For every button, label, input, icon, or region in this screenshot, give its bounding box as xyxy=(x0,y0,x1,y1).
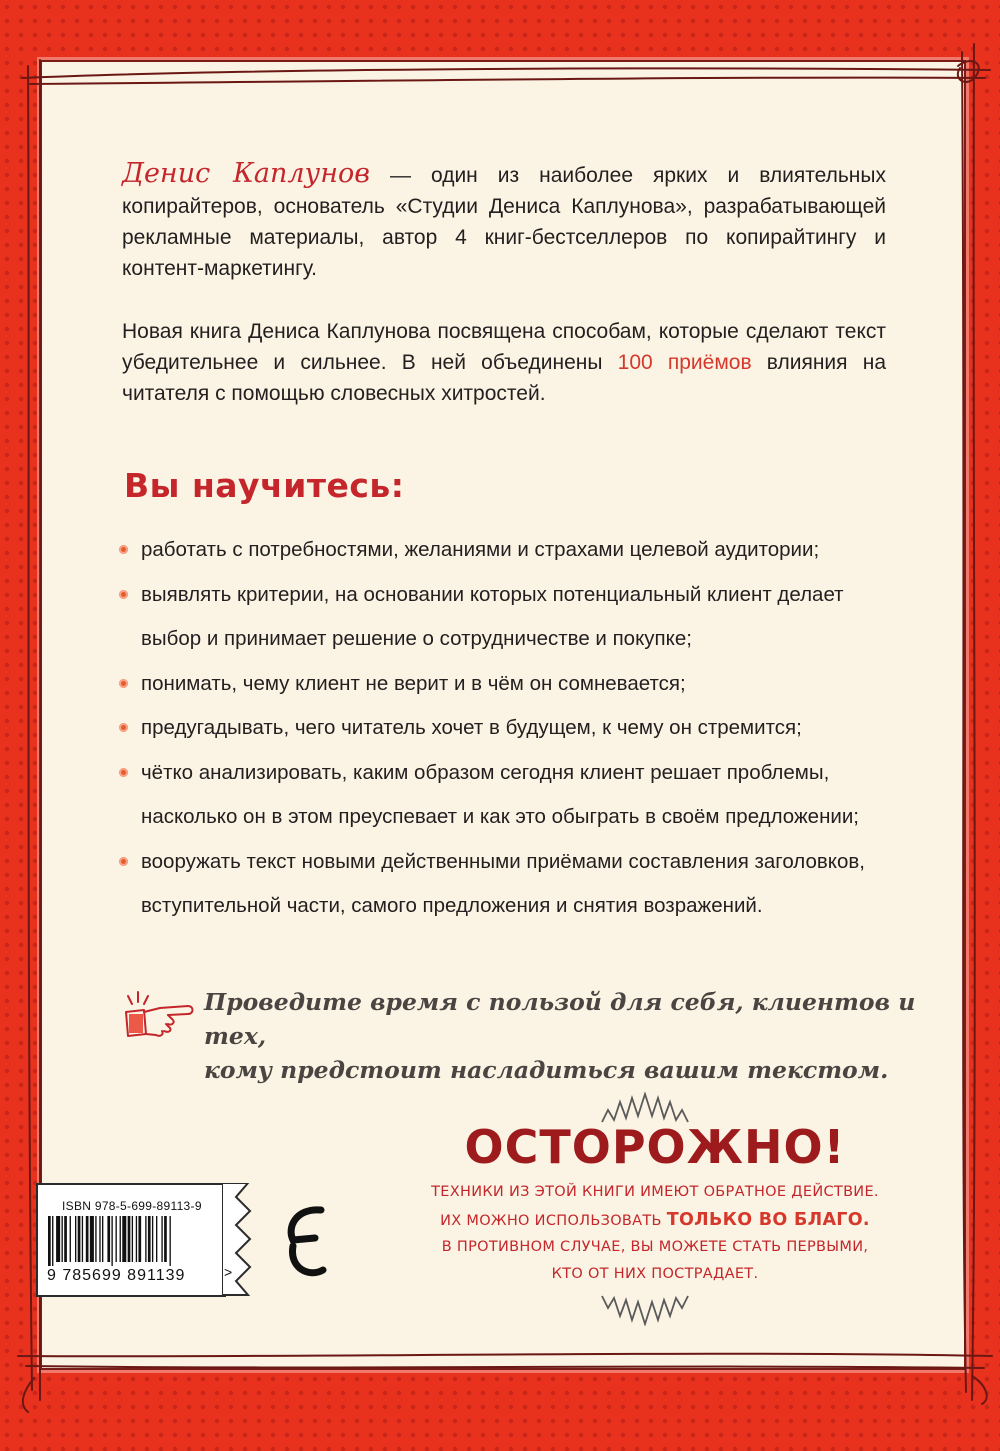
list-item xyxy=(116,662,906,707)
author-intro-text: — один из наиболее ярких и влиятельных копирайтеров, основатель «Студии Дениса Каплунова», разрабатывающей рекламные материалы, автор 4 книг-бестселлеров по копирайтингу и контент-маркетингу. xyxy=(122,164,886,280)
book-description-end: влияния на читателя с помощью словесных хитростей. xyxy=(122,351,886,405)
author-intro xyxy=(122,158,886,284)
bullet-dot-icon xyxy=(119,679,128,688)
barcode-ribbon-tail xyxy=(222,1183,256,1297)
barcode-arrow: > xyxy=(224,1264,233,1280)
list-item-text: выявлять критерии, на основании которых потенциальный клиент делает выбор и принимает решение о сотрудничестве и покупке; xyxy=(141,582,844,650)
callout-line-2: кому предстоит насладиться вашим текстом. xyxy=(204,1056,889,1084)
list-item xyxy=(116,840,906,929)
author-name: Денис Каплунов xyxy=(122,158,370,189)
bullet-dot-icon xyxy=(119,768,128,777)
book-description-start: Новая книга Дениса Каплунова посвящена способам, которые сделают текст убедительнее и сильнее. В ней объединены xyxy=(122,320,886,374)
isbn-label: ISBN 978-5-699-89113-9 xyxy=(62,1199,202,1213)
bullet-dot-icon xyxy=(119,857,128,866)
list-item xyxy=(116,751,906,840)
list-item-text: вооружать текст новыми действенными приёмами составления заголовков, вступительной части, самого предложения и снятия возражений. xyxy=(141,849,865,917)
callout xyxy=(204,985,924,1087)
callout-line-1: Проведите время с пользой для себя, клиентов и тех, xyxy=(204,988,916,1050)
pointing-hand-icon xyxy=(116,990,198,1050)
warning-line-1: ТЕХНИКИ ИЗ ЭТОЙ КНИГИ ИМЕЮТ ОБРАТНОЕ ДЕЙСТВИЕ. xyxy=(431,1184,879,1200)
warning-title: ОСТОРОЖНО! xyxy=(464,1120,846,1174)
warning-line-3: В ПРОТИВНОМ СЛУЧАЕ, ВЫ МОЖЕТЕ СТАТЬ ПЕРВЫМИ, xyxy=(441,1239,869,1255)
bullet-dot-icon xyxy=(119,545,128,554)
burst-bottom-icon xyxy=(600,1292,690,1326)
list-item-text: предугадывать, чего читатель хочет в будущем, к чему он стремится; xyxy=(141,716,802,739)
bullet-dot-icon xyxy=(119,590,128,599)
publisher-logo-icon xyxy=(285,1202,327,1282)
barcode-bars xyxy=(48,1216,220,1266)
bullet-dot-icon xyxy=(119,723,128,732)
warning-line-4: КТО ОТ НИХ ПОСТРАДАЕТ. xyxy=(551,1266,759,1282)
list-item xyxy=(116,528,906,573)
list-item-text: работать с потребностями, желаниями и страхами целевой аудитории; xyxy=(141,538,820,561)
barcode xyxy=(36,1183,226,1297)
book-description xyxy=(122,316,886,409)
warning-line-2-emphasis: ТОЛЬКО ВО БЛАГО. xyxy=(666,1210,870,1230)
list-item-text: понимать, чему клиент не верит и в чём он сомневается; xyxy=(141,671,686,695)
book-description-highlight: 100 приёмов xyxy=(617,351,752,374)
section-title: Вы научитесь: xyxy=(124,466,405,505)
skills-list xyxy=(116,528,906,929)
warning-line-2 xyxy=(420,1210,890,1230)
list-item xyxy=(116,573,906,662)
barcode-digits: 9 785699 891139 xyxy=(47,1267,186,1284)
warning-line-2-text: ИХ МОЖНО ИСПОЛЬЗОВАТЬ xyxy=(440,1213,667,1229)
list-item-text: чётко анализировать, каким образом сегодня клиент решает проблемы, насколько он в этом преуспевает и как это обыграть в своём предложении; xyxy=(141,760,860,828)
list-item xyxy=(116,706,906,751)
